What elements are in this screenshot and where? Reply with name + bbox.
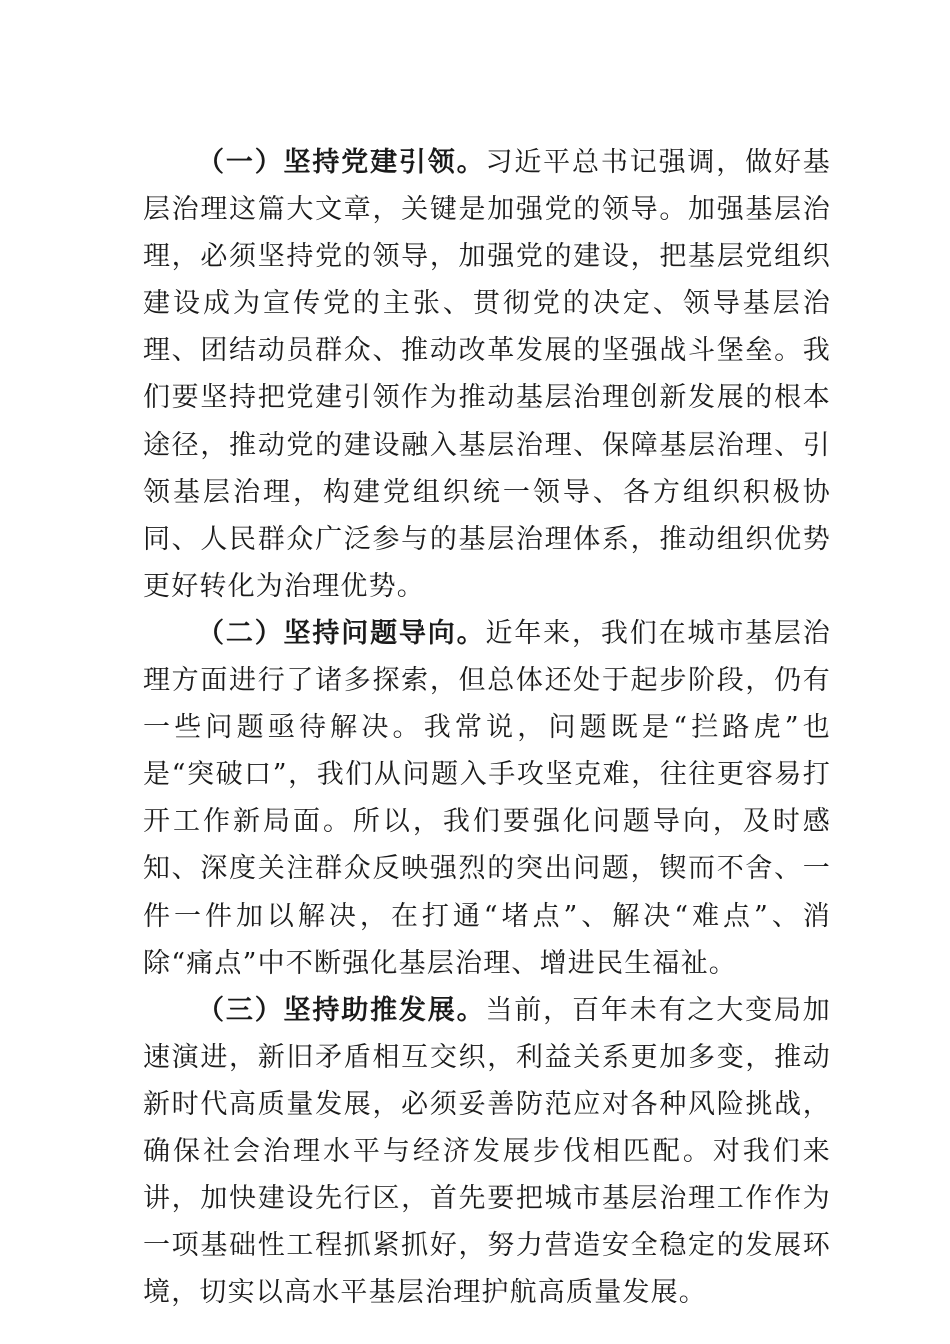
paragraph-problem-oriented: [143, 610, 831, 987]
paragraph-promote-development: [143, 987, 831, 1317]
document-page: [143, 139, 831, 1316]
paragraph-heading: （一）坚持党建引领。: [197, 147, 486, 178]
paragraph-body: 近年来，我们在城市基层治理方面进行了诸多探索，但总体还处于起步阶段，仍有一些问题亟待解决。我常说，问题既是“拦路虎”也是“突破口”，我们从问题入手攻坚克难，往往更容易打开工作新局面。所以，我们要强化问题导向，及时感知、深度关注群众反映强烈的突出问题，锲而不舍、一件一件加以解决，在打通“堵点”、解决“难点”、消除“痛点”中不断强化基层治理、增进民生福祉。: [143, 617, 832, 979]
paragraph-body: 当前，百年未有之大变局加速演进，新旧矛盾相互交织，利益关系更加多变，推动新时代高质量发展，必须妥善防范应对各种风险挑战，确保社会治理水平与经济发展步伐相匹配。对我们来讲，加快建设先行区，首先要把城市基层治理工作作为一项基础性工程抓紧抓好，努力营造安全稳定的发展环境，切实以高水平基层治理护航高质量发展。: [143, 994, 832, 1309]
paragraph-body: 习近平总书记强调，做好基层治理这篇大文章，关键是加强党的领导。加强基层治理，必须坚持党的领导，加强党的建设，把基层党组织建设成为宣传党的主张、贯彻党的决定、领导基层治理、团结动员群众、推动改革发展的坚强战斗堡垒。我们要坚持把党建引领作为推动基层治理创新发展的根本途径，推动党的建设融入基层治理、保障基层治理、引领基层治理，构建党组织统一领导、各方组织积极协同、人民群众广泛参与的基层治理体系，推动组织优势更好转化为治理优势。: [143, 147, 832, 602]
paragraph-heading: （三）坚持助推发展。: [197, 994, 486, 1026]
paragraph-heading: （二）坚持问题导向。: [197, 617, 486, 649]
paragraph-party-leadership: [143, 139, 831, 610]
